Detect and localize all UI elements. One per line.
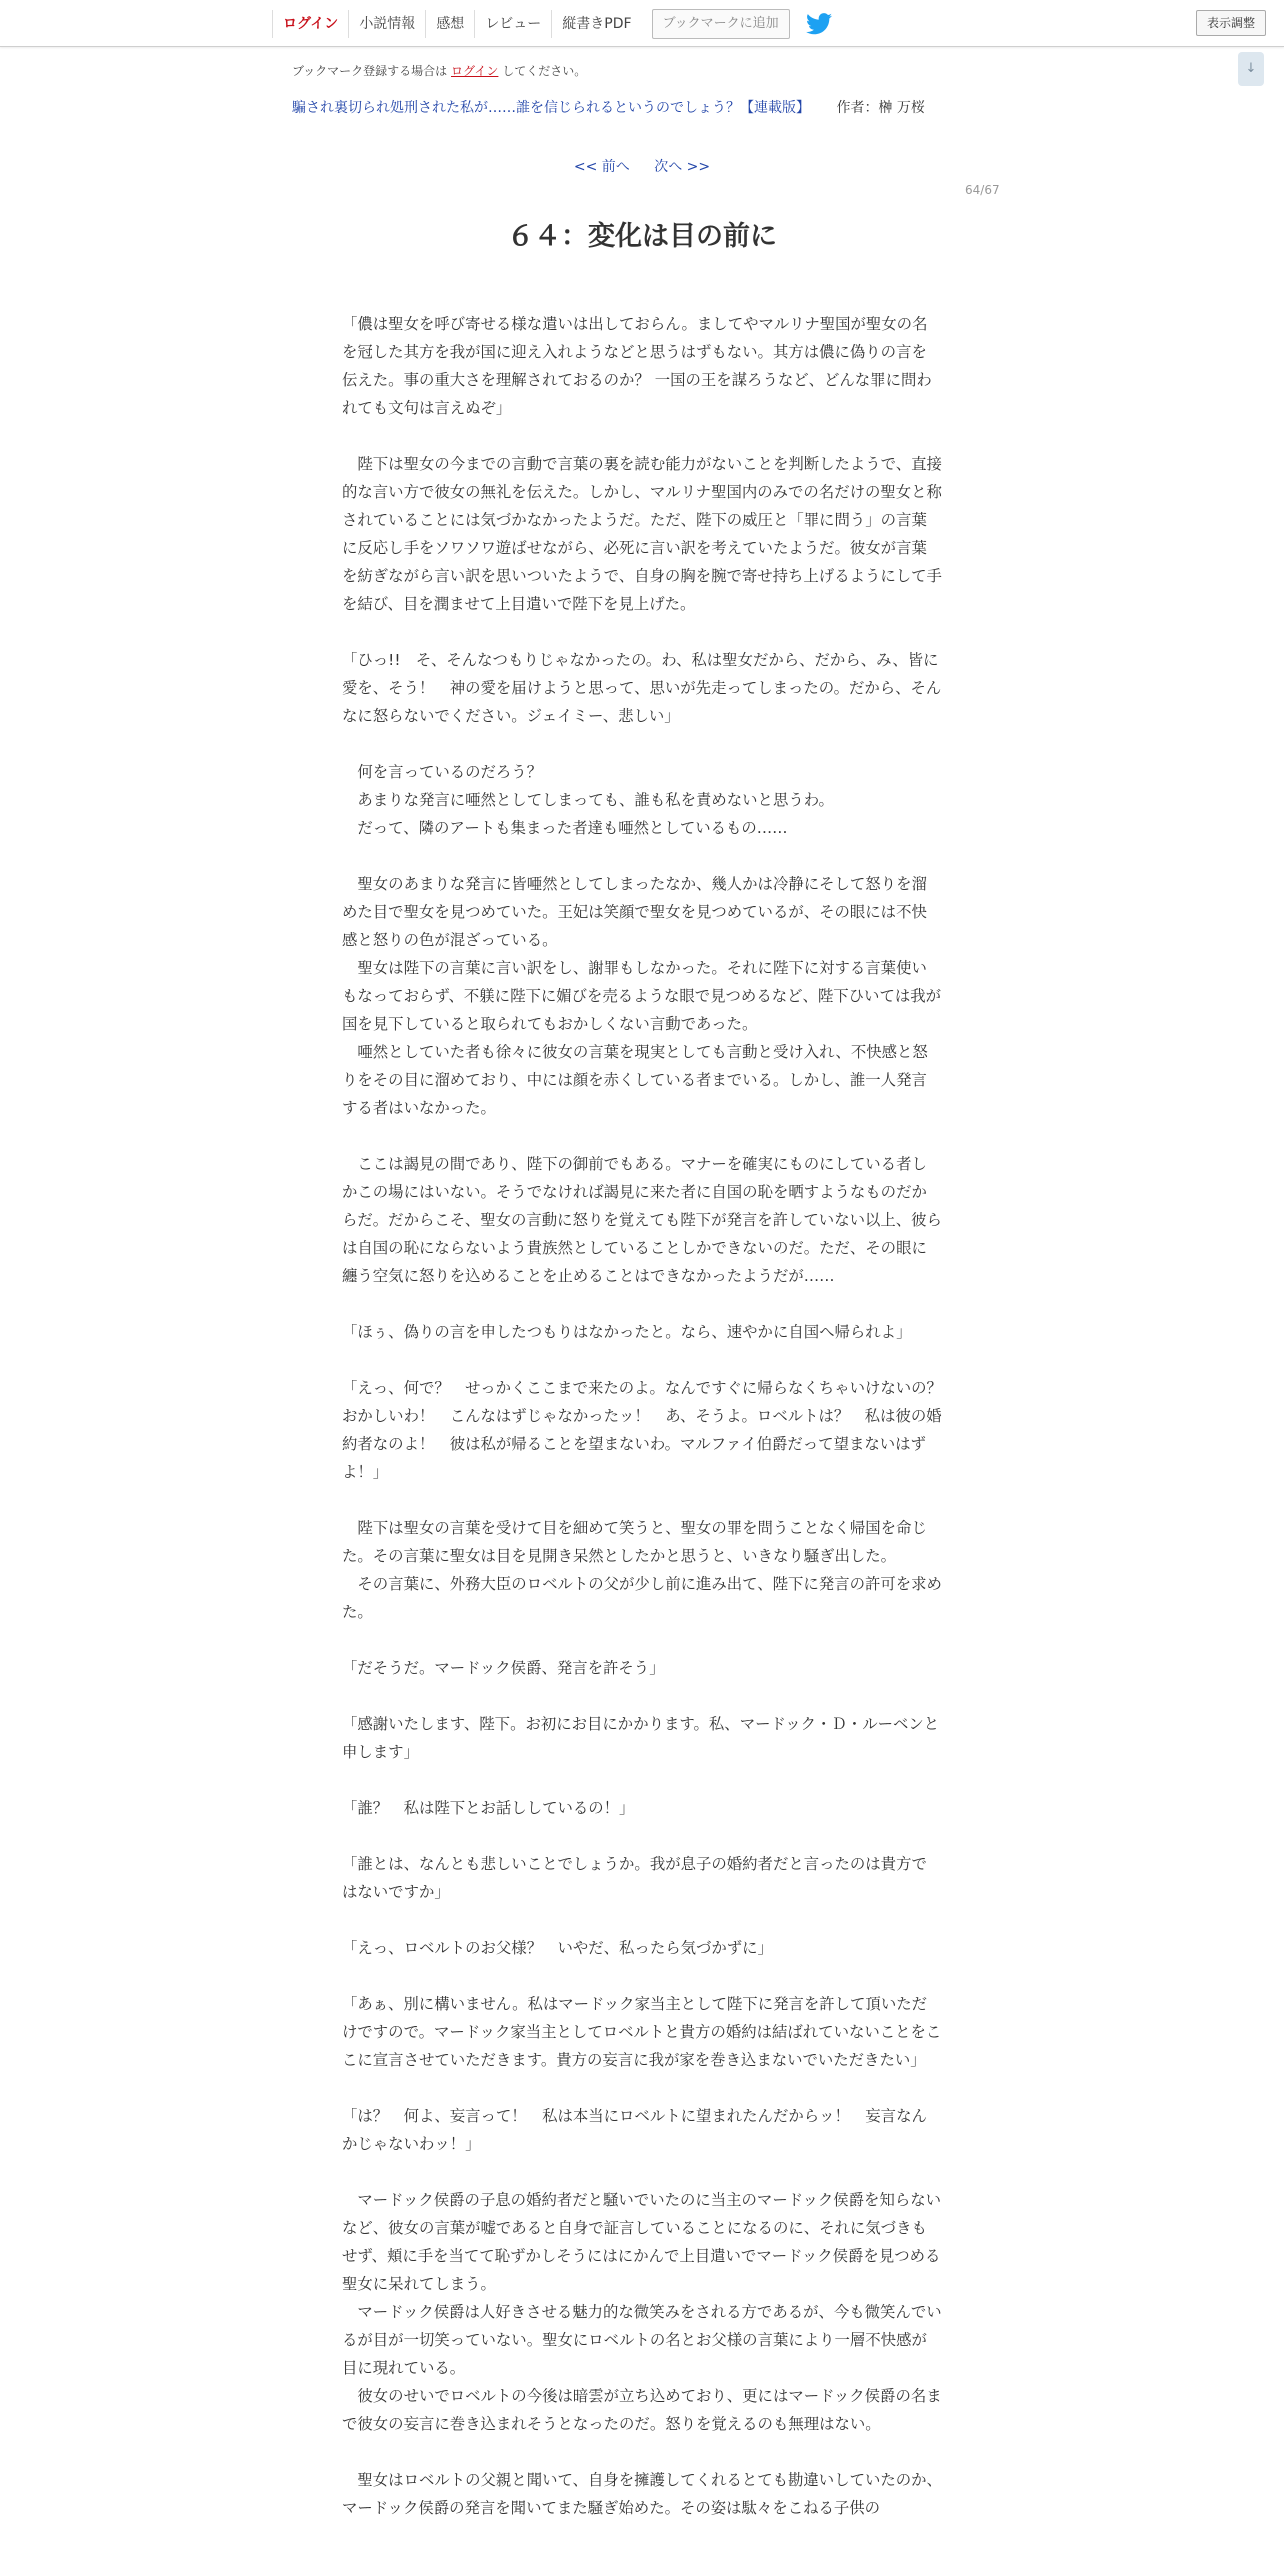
- blank-line: [342, 2074, 942, 2102]
- display-settings-button[interactable]: 表示調整: [1196, 10, 1266, 36]
- blank-line: [342, 1626, 942, 1654]
- body-paragraph: 「えっ、何で？ せっかくここまで来たのよ。なんですぐに帰らなくちゃいけないの？ おかしいわ！ こんなはずじゃなかったッ！ あ、そうよ。ロベルトは？ 私は彼の婚約者なのよ！ 彼は私が帰ることを望まないわ。マルファイ伯爵だって望まないはずよ！」: [342, 1379, 958, 1481]
- twitter-bird-icon[interactable]: [806, 13, 832, 35]
- bookmark-notice-after: してください。: [502, 64, 587, 78]
- body-paragraph: 唖然としていた者も徐々に彼女の言葉を現実としても言動と受け入れ、不快感と怒りをその目に溜めており、中には顔を赤くしている者までいる。しかし、誰一人発言する者はいなかった。: [342, 1043, 928, 1117]
- blank-line: [342, 2438, 942, 2466]
- episode-count: 64/67: [965, 183, 1000, 197]
- blank-line: [342, 1906, 942, 1934]
- blank-line: [342, 1486, 942, 1514]
- body-paragraph: あまりな発言に唖然としてしまっても、誰も私を責めないと思うわ。: [342, 791, 834, 809]
- body-paragraph: 聖女は陛下の言葉に言い訳をし、謝罪もしなかった。それに陛下に対する言葉使いもなっておらず、不躾に陛下に媚びを売るような眼で見つめるなど、陛下ひいては我が国を見下していると取られてもおかしくない言動であった。: [342, 959, 942, 1033]
- blank-line: [342, 1290, 942, 1318]
- body-paragraph: 「感謝いたします、陛下。お初にお目にかかります。私、マードック・Ｄ・ルーベンと申します」: [342, 1715, 940, 1761]
- body-paragraph: 何を言っているのだろう？: [342, 763, 543, 781]
- bookmark-notice-login-link[interactable]: ログイン: [451, 64, 499, 78]
- body-paragraph: 「誰？ 私は陛下とお話ししているの！」: [342, 1799, 635, 1817]
- nav-review-link[interactable]: レビュー: [474, 10, 551, 38]
- nav-login-link[interactable]: ログイン: [272, 10, 348, 38]
- blank-line: [342, 1682, 942, 1710]
- body-paragraph: 陛下は聖女の今までの言動で言葉の裏を読む能力がないことを判断したようで、直接的な言い方で彼女の無礼を伝えた。しかし、マルリナ聖国内のみでの名だけの聖女と称されていることには気づかなかったようだ。ただ、陛下の威圧と「罪に問う」の言葉に反応し手をソワソワ遊ばせながら、必死に言い訳を考えていたようだ。彼女が言葉を紡ぎながら言い訳を思いついたようで、自身の胸を腕で寄せ持ち上げるようにして手を結び、目を潤ませて上目遣いで陛下を見上げた。: [342, 455, 942, 613]
- body-paragraph: その言葉に、外務大臣のロベルトの父が少し前に進み出て、陛下に発言の許可を求めた。: [342, 1575, 942, 1621]
- blank-line: [342, 842, 942, 870]
- bookmark-notice: [292, 62, 586, 79]
- blank-line: [342, 422, 942, 450]
- author-name: 作者：榊 万桜: [836, 100, 925, 116]
- novel-body: [342, 310, 958, 2522]
- episode-pager: [0, 156, 1284, 176]
- body-paragraph: だって、隣のアートも集まった者達も唖然としているもの……: [342, 819, 788, 837]
- body-paragraph: 「えっ、ロベルトのお父様？ いやだ、私ったら気づかずに」: [342, 1939, 773, 1957]
- body-paragraph: ここは謁見の間であり、陛下の御前でもある。マナーを確実にものにしている者しかこの場にはいない。そうでなければ謁見に来た者に自国の恥を晒すようなものだからだ。だからこそ、聖女の言動に怒りを覚えても陛下が発言を許していない以上、彼らは自国の恥にならないよう貴族然としていることしかできないのだ。ただ、その眼に纏う空気に怒りを込めることを止めることはできなかったようだが……: [342, 1155, 942, 1285]
- blank-line: [342, 730, 942, 758]
- top-header: [0, 0, 1284, 47]
- blank-line: [342, 1122, 942, 1150]
- bookmark-notice-before: ブックマーク登録する場合は: [292, 64, 448, 78]
- blank-line: [342, 1346, 942, 1374]
- nav-novel-info-link[interactable]: 小説情報: [348, 10, 425, 38]
- body-paragraph: 「は？ 何よ、妄言って！ 私は本当にロベルトに望まれたんだからッ！ 妄言なんかじゃないわッ！」: [342, 2107, 927, 2153]
- body-paragraph: 「ひっ!! そ、そんなつもりじゃなかったの。わ、私は聖女だから、だから、み、皆に愛を、そう！ 神の愛を届けようと思って、思いが先走ってしまったの。だから、そんなに怒らないでください。ジェイミー、悲しい」: [342, 651, 942, 725]
- body-paragraph: 陛下は聖女の言葉を受けて目を細めて笑うと、聖女の罪を問うことなく帰国を命じた。その言葉に聖女は目を見開き呆然としたかと思うと、いきなり騒ぎ出した。: [342, 1519, 927, 1565]
- body-paragraph: マードック侯爵は人好きさせる魅力的な微笑みをされる方であるが、今も微笑んでいるが目が一切笑っていない。聖女にロベルトの名とお父様の言葉により一層不快感が目に現れている。: [342, 2303, 942, 2377]
- novel-header: [292, 97, 925, 117]
- body-paragraph: 「誰とは、なんとも悲しいことでしょうか。我が息子の婚約者だと言ったのは貴方ではないですか」: [342, 1855, 927, 1901]
- body-paragraph: 「だそうだ。マードック侯爵、発言を許そう」: [342, 1659, 665, 1677]
- prev-episode-link[interactable]: << 前へ: [573, 159, 630, 175]
- nav-impression-link[interactable]: 感想: [425, 10, 474, 38]
- chapter-title: ６４：変化は目の前に: [507, 221, 777, 252]
- body-paragraph: 聖女のあまりな発言に皆唖然としてしまったなか、幾人かは冷静にそして怒りを溜めた目で聖女を見つめていた。王妃は笑顔で聖女を見つめているが、その眼には不快感と怒りの色が混ざっている。: [342, 875, 927, 949]
- twitter-bird-icon-svg: [806, 13, 832, 35]
- body-paragraph: 聖女はロベルトの父親と聞いて、自身を擁護してくれるとても勘違いしていたのか、マードック侯爵の発言を聞いてまた騒ぎ始めた。その姿は駄々をこねる子供の: [342, 2471, 942, 2517]
- body-paragraph: 「儂は聖女を呼び寄せる様な遣いは出しておらん。ましてやマルリナ聖国が聖女の名を冠した其方を我が国に迎え入れようなどと思うはずもない。其方は儂に偽りの言を伝えた。事の重大さを理解されておるのか？ 一国の王を謀ろうなど、どんな罪に問われても文句は言えぬぞ」: [342, 315, 932, 417]
- blank-line: [342, 1962, 942, 1990]
- novel-serial-tag[interactable]: 【連載版】: [740, 100, 810, 116]
- next-episode-link[interactable]: 次へ >>: [654, 159, 711, 175]
- blank-line: [342, 1822, 942, 1850]
- body-paragraph: 「あぁ、別に構いません。私はマードック家当主として陛下に発言を許して頂いただけですので。マードック家当主としてロベルトと貴方の婚約は結ばれていないことをここに宣言させていただきます。貴方の妄言に我が家を巻き込まないでいただきたい」: [342, 1995, 942, 2069]
- body-paragraph: 「ほぅ、偽りの言を申したつもりはなかったと。なら、速やかに自国へ帰られよ」: [342, 1323, 912, 1341]
- body-paragraph: マードック侯爵の子息の婚約者だと騒いでいたのに当主のマードック侯爵を知らないなど、彼女の言葉が嘘であると自身で証言していることになるのに、それに気づきもせず、頬に手を当てて恥ずかしそうにはにかんで上目遣いでマードック侯爵を見つめる聖女に呆れてしまう。: [342, 2191, 942, 2293]
- nav-vertical-pdf-link[interactable]: 縦書きPDF: [551, 10, 641, 38]
- top-nav: [272, 9, 832, 39]
- blank-line: [342, 1766, 942, 1794]
- add-bookmark-button[interactable]: ブックマークに追加: [652, 9, 790, 39]
- blank-line: [342, 2158, 942, 2186]
- body-paragraph: 彼女のせいでロベルトの今後は暗雲が立ち込めており、更にはマードック侯爵の名まで彼女の妄言に巻き込まれそうとなったのだ。怒りを覚えるのも無理はない。: [342, 2387, 942, 2433]
- novel-title-link[interactable]: 騙され裏切られ処刑された私が……誰を信じられるというのでしょう？: [292, 100, 740, 116]
- scroll-down-icon[interactable]: ↓: [1238, 52, 1264, 86]
- blank-line: [342, 618, 942, 646]
